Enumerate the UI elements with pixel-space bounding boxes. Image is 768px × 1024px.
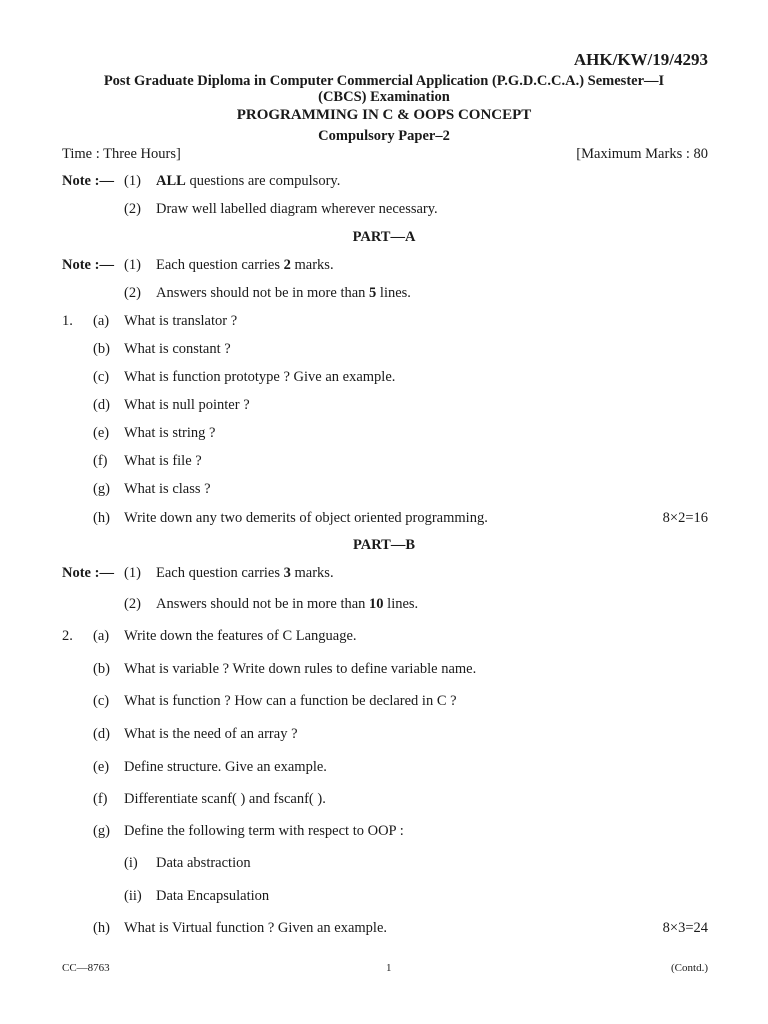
note-text [156, 173, 340, 190]
question-text: What is null pointer ? [124, 397, 250, 413]
footer-code: CC—8763 [62, 962, 110, 974]
part-b-marks: 8×3=24 [662, 920, 708, 936]
continued-note: (Contd.) [671, 962, 708, 974]
question-text: What is the need of an array ? [124, 726, 298, 742]
sub-item-text: Data abstraction [156, 855, 251, 871]
note-number: (2) [124, 596, 141, 612]
paper-name: Compulsory Paper–2 [318, 128, 450, 144]
question-label: (d) [93, 397, 110, 413]
part-b-heading: PART—B [352, 537, 416, 553]
note-text: Answers should not be in more than 10 lines. [156, 596, 419, 612]
part-a-marks: 8×2=16 [662, 510, 708, 526]
maximum-marks: [Maximum Marks : 80 [576, 146, 708, 162]
note-text: Each question carries 3 marks. [156, 565, 334, 581]
part-b-note-label: Note :— [62, 565, 114, 581]
note-number: (1) [124, 257, 141, 273]
part-a-heading: PART—A [352, 229, 416, 245]
question-label: (c) [93, 369, 110, 385]
question-label: (h) [93, 510, 110, 526]
note-emphasis: ALL [156, 173, 186, 189]
question-text: What is function ? How can a function be declared in C ? [124, 693, 457, 709]
subject-title: PROGRAMMING IN C & OOPS CONCEPT [236, 107, 532, 123]
sub-item-label: (i) [124, 855, 138, 871]
note-number: (1) [124, 173, 141, 189]
question-label: (c) [93, 693, 110, 709]
sub-item-text: Data Encapsulation [156, 888, 270, 904]
question-text: What is file ? [124, 453, 202, 469]
question-label: (g) [93, 481, 110, 497]
question-label: (a) [93, 313, 110, 329]
question-text: Differentiate scanf( ) and fscanf( ). [124, 791, 326, 807]
note-number: (2) [124, 201, 141, 217]
question-text: What is constant ? [124, 341, 231, 357]
question-label: (e) [93, 759, 110, 775]
question-text: Define the following term with respect to OOP : [124, 823, 404, 839]
exam-title: (CBCS) Examination [318, 89, 450, 105]
question-text: What is Virtual function ? Given an example. [124, 920, 388, 936]
question-text: Write down any two demerits of object oriented programming. [124, 510, 488, 526]
note-text: Each question carries 2 marks. [156, 257, 334, 273]
question-label: (h) [93, 920, 110, 936]
part-a-note-label: Note :— [62, 257, 114, 273]
question-text: What is class ? [124, 481, 211, 497]
question-label: (f) [93, 453, 108, 469]
time-allowed: Time : Three Hours] [62, 146, 181, 162]
question-text: What is translator ? [124, 313, 238, 329]
question-label: (g) [93, 823, 110, 839]
question-label: (b) [93, 341, 110, 357]
question-label: (f) [93, 791, 108, 807]
question-text: What is string ? [124, 425, 216, 441]
question-text: What is variable ? Write down rules to define variable name. [124, 661, 477, 677]
course-title: Post Graduate Diploma in Computer Commercial Application (P.G.D.C.C.A.) Semester—I [103, 73, 665, 89]
note-text: Answers should not be in more than 5 lines. [156, 285, 411, 301]
question-text: Write down the features of C Language. [124, 628, 357, 644]
page-number: 1 [386, 962, 392, 974]
note-text: Draw well labelled diagram wherever necessary. [156, 201, 438, 217]
question-label: (a) [93, 628, 110, 644]
question-label: (e) [93, 425, 110, 441]
note-text-rest: questions are compulsory. [185, 173, 341, 189]
note-number: (1) [124, 565, 141, 581]
question-text: What is function prototype ? Give an example. [124, 369, 396, 385]
question-label: (b) [93, 661, 110, 677]
sub-item-label: (ii) [124, 888, 142, 904]
paper-code: AHK/KW/19/4293 [573, 50, 708, 69]
question-number: 1. [62, 313, 73, 329]
question-number: 2. [62, 628, 73, 644]
general-note-label: Note :— [62, 173, 114, 189]
note-number: (2) [124, 285, 141, 301]
question-label: (d) [93, 726, 110, 742]
question-text: Define structure. Give an example. [124, 759, 327, 775]
